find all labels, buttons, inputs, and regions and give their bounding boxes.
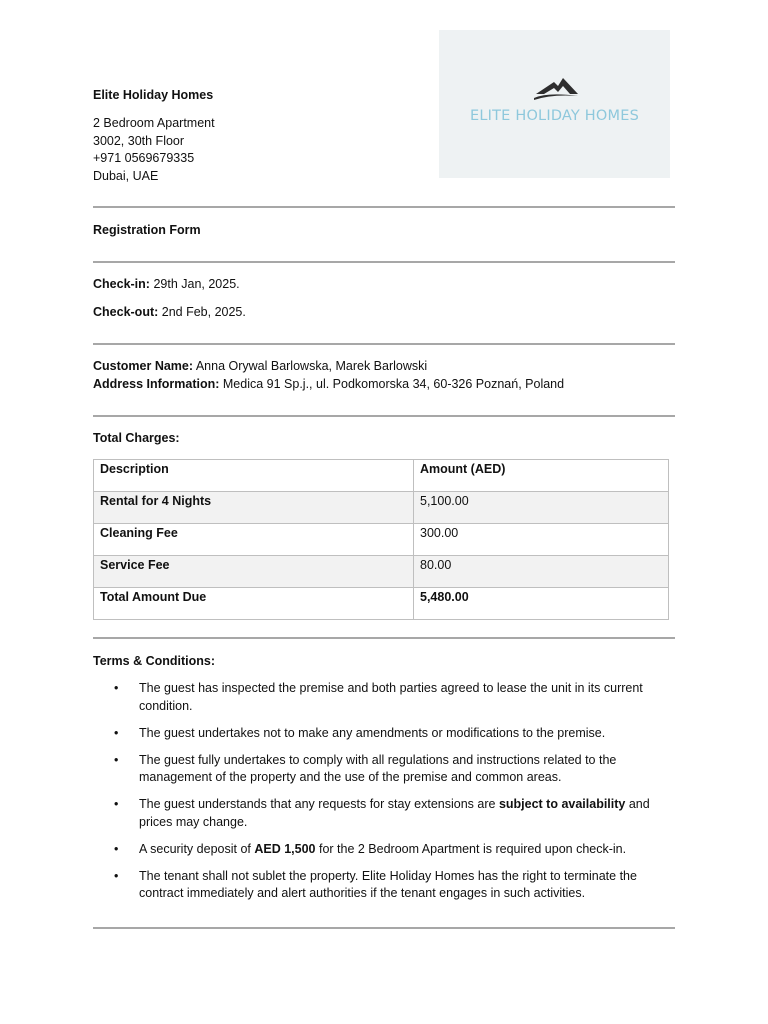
term-text: and prices may change. bbox=[139, 797, 650, 829]
term-text: The guest understands that any requests for stay extensions are bbox=[139, 797, 499, 811]
bullet: • bbox=[114, 725, 119, 740]
term-text: The guest has inspected the premise and both parties agreed to lease the unit in its current condition. bbox=[139, 681, 643, 713]
term-text: The guest fully undertakes to comply with all regulations and instructions related to the management of the property and the use of the premise and common areas. bbox=[139, 752, 617, 784]
bullet: • bbox=[114, 868, 119, 883]
logo-wordmark: ELITE HOLIDAY HOMES bbox=[470, 108, 639, 124]
list-item bbox=[93, 680, 675, 715]
divider bbox=[93, 206, 675, 208]
term-emphasis: subject to availability bbox=[498, 797, 626, 811]
property-address bbox=[93, 115, 215, 185]
column-header: Description bbox=[94, 460, 414, 492]
row-amount: 5,100.00 bbox=[414, 492, 669, 524]
list-item bbox=[93, 796, 675, 831]
divider bbox=[93, 261, 675, 263]
address-line: 3002, 30th Floor bbox=[93, 133, 185, 148]
column-header: Amount (AED) bbox=[414, 460, 669, 492]
term-text: A security deposit of bbox=[139, 841, 255, 856]
term-emphasis: AED 1,500 bbox=[254, 841, 316, 856]
divider bbox=[93, 415, 675, 417]
divider bbox=[93, 927, 675, 929]
address-line: 2 Bedroom Apartment bbox=[93, 116, 215, 130]
row-amount: 80.00 bbox=[414, 556, 669, 588]
row-description: Cleaning Fee bbox=[94, 524, 414, 556]
checkout-label: Check-out: bbox=[93, 305, 159, 319]
logo bbox=[439, 30, 670, 178]
divider bbox=[93, 637, 675, 639]
customer-address-label: Address Information: bbox=[93, 377, 220, 391]
form-title: Registration Form bbox=[93, 223, 201, 237]
table-header-row bbox=[94, 460, 669, 492]
terms-list bbox=[93, 680, 675, 912]
terms-heading: Terms & Conditions: bbox=[93, 654, 215, 668]
row-amount: 300.00 bbox=[414, 524, 669, 556]
customer-name-label: Customer Name: bbox=[93, 359, 194, 373]
bullet: • bbox=[114, 797, 119, 811]
total-amount: 5,480.00 bbox=[414, 588, 669, 620]
bullet: • bbox=[114, 841, 119, 856]
table-row bbox=[94, 556, 669, 588]
customer-name-row bbox=[93, 359, 427, 373]
divider bbox=[93, 343, 675, 345]
customer-address-row bbox=[93, 377, 564, 391]
checkout-value: 2nd Feb, 2025. bbox=[161, 305, 246, 319]
term-text: The guest undertakes not to make any amendments or modifications to the premise. bbox=[139, 725, 606, 740]
term-text: The tenant shall not sublet the property. Elite Holiday Homes has the right to terminate the contract immediately and alert authorities if the tenant engages in such activities. bbox=[139, 868, 637, 900]
row-description: Total Amount Due bbox=[94, 588, 414, 620]
mountain-icon bbox=[534, 74, 580, 102]
bullet: • bbox=[114, 752, 119, 767]
term-text: for the 2 Bedroom Apartment is required upon check-in. bbox=[315, 841, 627, 856]
address-line: +971 0569679335 bbox=[93, 151, 195, 165]
charges-heading: Total Charges: bbox=[93, 431, 180, 445]
checkin-row bbox=[93, 277, 240, 291]
customer-name-value: Anna Orywal Barlowska, Marek Barlowski bbox=[195, 359, 428, 373]
table-row bbox=[94, 524, 669, 556]
address-line: Dubai, UAE bbox=[93, 168, 159, 183]
list-item bbox=[93, 868, 675, 903]
list-item bbox=[93, 752, 675, 787]
customer-address-value: Medica 91 Sp.j., ul. Podkomorska 34, 60-326 Poznań, Poland bbox=[222, 377, 565, 391]
checkout-row bbox=[93, 305, 246, 319]
row-description: Service Fee bbox=[94, 556, 414, 588]
table-row bbox=[94, 492, 669, 524]
checkin-value: 29th Jan, 2025. bbox=[153, 277, 240, 291]
list-item bbox=[93, 841, 675, 859]
charges-table bbox=[93, 459, 669, 620]
table-row bbox=[94, 588, 669, 620]
company-name: Elite Holiday Homes bbox=[93, 88, 214, 102]
bullet: • bbox=[114, 681, 119, 695]
list-item bbox=[93, 725, 675, 743]
checkin-label: Check-in: bbox=[93, 277, 150, 291]
row-description: Rental for 4 Nights bbox=[94, 492, 414, 524]
